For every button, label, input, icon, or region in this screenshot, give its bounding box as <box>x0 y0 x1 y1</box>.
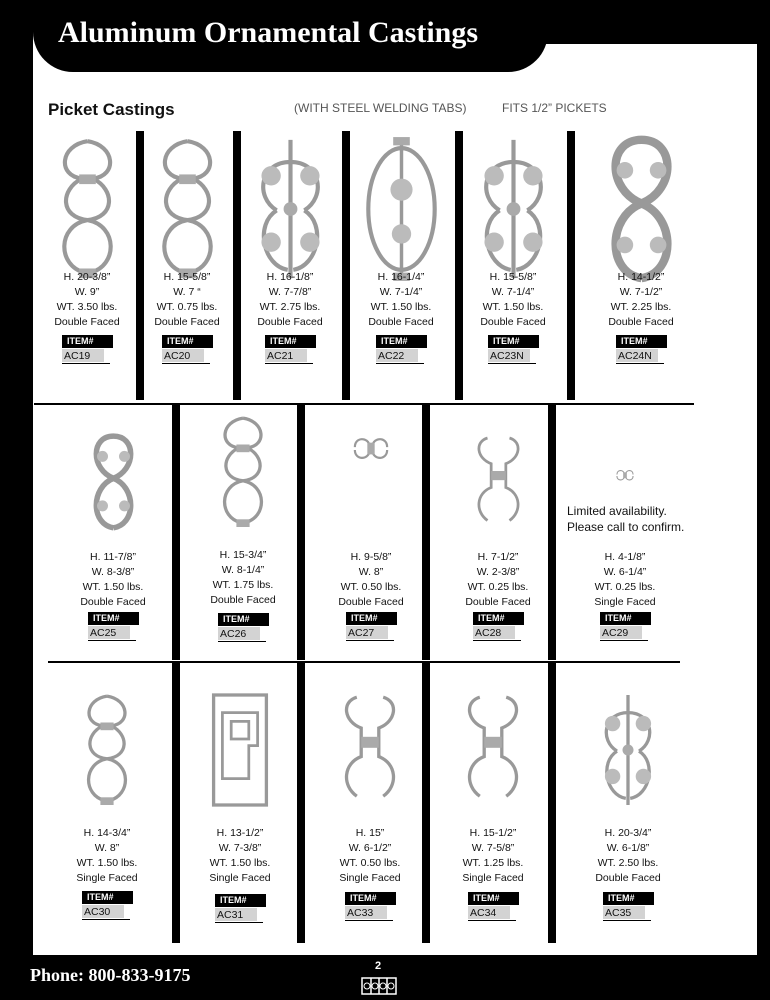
spec-weight: WT. 1.50 lbs. <box>82 581 144 593</box>
item-code: AC28 <box>473 626 515 639</box>
item-specs <box>183 548 303 608</box>
spec-weight: WT. 1.50 lbs. <box>370 301 432 313</box>
spec-faced: Double Faced <box>54 316 120 328</box>
spec-weight: WT. 0.75 lbs. <box>156 301 218 313</box>
item-code-underline <box>218 641 266 642</box>
spec-width: W. 6-1/4” <box>603 566 647 578</box>
column-divider <box>297 663 305 943</box>
column-divider <box>233 131 241 400</box>
spec-width: W. 7-1/4” <box>379 286 423 298</box>
item-number-label: ITEM# <box>162 335 213 348</box>
spec-width: W. 9” <box>74 286 100 298</box>
column-divider <box>297 405 305 660</box>
item-specs <box>53 550 173 610</box>
item-code-underline <box>603 920 651 921</box>
item-code-underline <box>468 920 516 921</box>
item-code-underline <box>345 920 393 921</box>
spec-height: H. 15-1/2” <box>469 827 517 839</box>
item-number-label: ITEM# <box>215 894 266 907</box>
spec-faced: Single Faced <box>209 872 271 884</box>
item-code-underline <box>346 640 394 641</box>
item-code: AC19 <box>62 349 104 362</box>
spec-weight: WT. 1.50 lbs. <box>482 301 544 313</box>
item-specs <box>311 550 431 610</box>
fleur-picket-icon <box>349 432 393 512</box>
leaf-picket-icon <box>249 134 332 284</box>
item-specs <box>438 550 558 610</box>
item-code: AC27 <box>346 626 388 639</box>
spec-height: H. 11-7/8” <box>90 551 136 563</box>
spec-faced: Double Faced <box>210 594 276 606</box>
spec-height: H. 7-1/2” <box>477 551 519 563</box>
spec-width: W. 7-1/4” <box>491 286 535 298</box>
right-border <box>757 40 770 955</box>
availability-note-line: Please call to confirm. <box>567 520 685 534</box>
item-number-label: ITEM# <box>376 335 427 348</box>
item-code-underline <box>215 922 263 923</box>
column-divider <box>172 663 180 943</box>
tall-ornate-picket-icon <box>595 690 661 810</box>
column-divider <box>567 131 575 400</box>
item-code-underline <box>376 363 424 364</box>
spec-height: H. 14-3/4” <box>83 827 131 839</box>
item-specs <box>453 270 573 330</box>
welding-tabs-note: (WITH STEEL WELDING TABS) <box>294 101 467 115</box>
left-border <box>0 0 33 1000</box>
spec-faced: Double Faced <box>368 316 434 328</box>
page-number: 2 <box>374 960 382 972</box>
grape-picket-icon <box>472 134 555 284</box>
spec-faced: Double Faced <box>80 596 146 608</box>
item-code-underline <box>265 363 313 364</box>
column-divider <box>422 405 430 660</box>
spec-faced: Double Faced <box>465 596 531 608</box>
item-number-label: ITEM# <box>345 892 396 905</box>
picket-fit-note: FITS 1/2” PICKETS <box>502 101 607 115</box>
page-title: Aluminum Ornamental Castings <box>58 16 479 49</box>
spec-faced: Single Faced <box>339 872 401 884</box>
spec-faced: Double Faced <box>257 316 323 328</box>
spec-height: H. 15-3/4” <box>219 549 267 561</box>
item-code-underline <box>488 363 536 364</box>
header-band <box>545 0 770 44</box>
spec-height: H. 20-3/8” <box>63 271 111 283</box>
spec-width: W. 8-1/4” <box>221 564 265 576</box>
spec-width: W. 7 “ <box>173 286 201 298</box>
spec-faced: Double Faced <box>338 596 404 608</box>
item-specs <box>47 826 167 886</box>
item-number-label: ITEM# <box>62 335 113 348</box>
item-code: AC30 <box>82 905 124 918</box>
column-divider <box>342 131 350 400</box>
item-number-label: ITEM# <box>346 612 397 625</box>
item-code: AC26 <box>218 627 260 640</box>
spec-width: W. 8” <box>94 842 120 854</box>
spec-weight: WT. 1.75 lbs. <box>212 579 274 591</box>
row-divider <box>48 661 680 663</box>
item-number-label: ITEM# <box>488 335 539 348</box>
geometric-frame-picket-icon <box>207 690 273 810</box>
spec-height: H. 13-1/2” <box>216 827 264 839</box>
small-c-scroll-icon <box>614 467 636 507</box>
column-divider <box>136 131 144 400</box>
section-title: Picket Castings <box>48 100 175 119</box>
item-code: AC29 <box>600 626 642 639</box>
s-scroll-picket-icon <box>146 134 229 284</box>
spec-weight: WT. 2.75 lbs. <box>259 301 321 313</box>
column-divider <box>548 663 556 943</box>
spec-height: H. 20-3/4” <box>604 827 652 839</box>
item-code-underline <box>473 640 521 641</box>
item-number-label: ITEM# <box>265 335 316 348</box>
spec-width: W. 7-7/8” <box>268 286 312 298</box>
item-code-underline <box>62 363 110 364</box>
availability-note-line: Limited availability. <box>567 504 667 518</box>
spec-height: H. 15-5/8” <box>489 271 537 283</box>
item-number-label: ITEM# <box>82 891 133 904</box>
rose-scroll-picket-icon <box>210 412 276 532</box>
item-number-label: ITEM# <box>600 612 651 625</box>
column-divider <box>172 405 180 660</box>
item-specs <box>581 270 701 330</box>
item-code: AC21 <box>265 349 307 362</box>
spec-weight: WT. 2.25 lbs. <box>610 301 672 313</box>
spec-width: W. 2-3/8” <box>476 566 520 578</box>
item-code: AC22 <box>376 349 418 362</box>
item-specs <box>310 826 430 886</box>
spec-width: W. 7-5/8” <box>471 842 515 854</box>
item-number-label: ITEM# <box>88 612 139 625</box>
spiral-picket-icon <box>460 690 526 810</box>
item-number-label: ITEM# <box>468 892 519 905</box>
item-code: AC25 <box>88 626 130 639</box>
spec-width: W. 8” <box>358 566 384 578</box>
c-scroll-picket-icon <box>471 432 526 532</box>
item-code-underline <box>616 363 664 364</box>
spec-height: H. 4-1/8” <box>604 551 646 563</box>
rose-oval-picket-icon <box>360 134 443 284</box>
spec-faced: Double Faced <box>154 316 220 328</box>
spec-faced: Double Faced <box>608 316 674 328</box>
item-number-label: ITEM# <box>473 612 524 625</box>
spec-faced: Double Faced <box>595 872 661 884</box>
item-number-label: ITEM# <box>603 892 654 905</box>
tall-scroll-picket-icon <box>337 690 403 810</box>
spec-height: H. 9-5/8” <box>350 551 392 563</box>
item-code-underline <box>600 640 648 641</box>
item-code: AC24N <box>616 349 658 362</box>
spec-weight: WT. 0.50 lbs. <box>339 857 401 869</box>
column-divider <box>422 663 430 943</box>
spec-faced: Single Faced <box>462 872 524 884</box>
spec-weight: WT. 0.50 lbs. <box>340 581 402 593</box>
double-s-picket-icon <box>600 134 683 284</box>
spec-width: W. 6-1/8” <box>606 842 650 854</box>
fence-logo-icon <box>361 974 397 996</box>
column-divider <box>548 405 556 660</box>
phone-number: Phone: 800-833-9175 <box>30 965 191 985</box>
spec-height: H. 16-1/8” <box>266 271 314 283</box>
item-specs <box>568 826 688 886</box>
item-code: AC34 <box>468 906 510 919</box>
spec-weight: WT. 3.50 lbs. <box>56 301 118 313</box>
spec-faced: Single Faced <box>76 872 138 884</box>
spec-height: H. 15-5/8” <box>163 271 211 283</box>
item-specs <box>180 826 300 886</box>
spec-width: W. 8-3/8” <box>91 566 135 578</box>
item-specs <box>127 270 247 330</box>
heart-rose-picket-icon <box>86 432 141 532</box>
oval-scroll-picket-icon <box>74 690 140 810</box>
spec-weight: WT. 0.25 lbs. <box>594 581 656 593</box>
row-divider <box>34 403 694 405</box>
item-code-underline <box>162 363 210 364</box>
item-specs <box>341 270 461 330</box>
item-code: AC23N <box>488 349 530 362</box>
scroll-leaf-picket-icon <box>46 134 129 284</box>
item-code: AC35 <box>603 906 645 919</box>
spec-height: H. 15” <box>355 827 385 839</box>
item-code: AC20 <box>162 349 204 362</box>
item-specs <box>230 270 350 330</box>
spec-height: H. 14-1/2” <box>617 271 665 283</box>
availability-note <box>567 503 684 535</box>
spec-weight: WT. 1.50 lbs. <box>76 857 138 869</box>
spec-width: W. 7-3/8” <box>218 842 262 854</box>
spec-weight: WT. 1.25 lbs. <box>462 857 524 869</box>
spec-faced: Single Faced <box>594 596 656 608</box>
item-number-label: ITEM# <box>218 613 269 626</box>
item-code: AC31 <box>215 908 257 921</box>
item-code: AC33 <box>345 906 387 919</box>
spec-width: W. 7-1/2” <box>619 286 663 298</box>
item-specs <box>433 826 553 886</box>
spec-weight: WT. 1.50 lbs. <box>209 857 271 869</box>
spec-width: W. 6-1/2” <box>348 842 392 854</box>
column-divider <box>455 131 463 400</box>
spec-faced: Double Faced <box>480 316 546 328</box>
spec-height: H. 16-1/4” <box>377 271 425 283</box>
item-code-underline <box>88 640 136 641</box>
item-number-label: ITEM# <box>616 335 667 348</box>
spec-weight: WT. 0.25 lbs. <box>467 581 529 593</box>
spec-weight: WT. 2.50 lbs. <box>597 857 659 869</box>
item-code-underline <box>82 919 130 920</box>
item-specs <box>565 550 685 610</box>
